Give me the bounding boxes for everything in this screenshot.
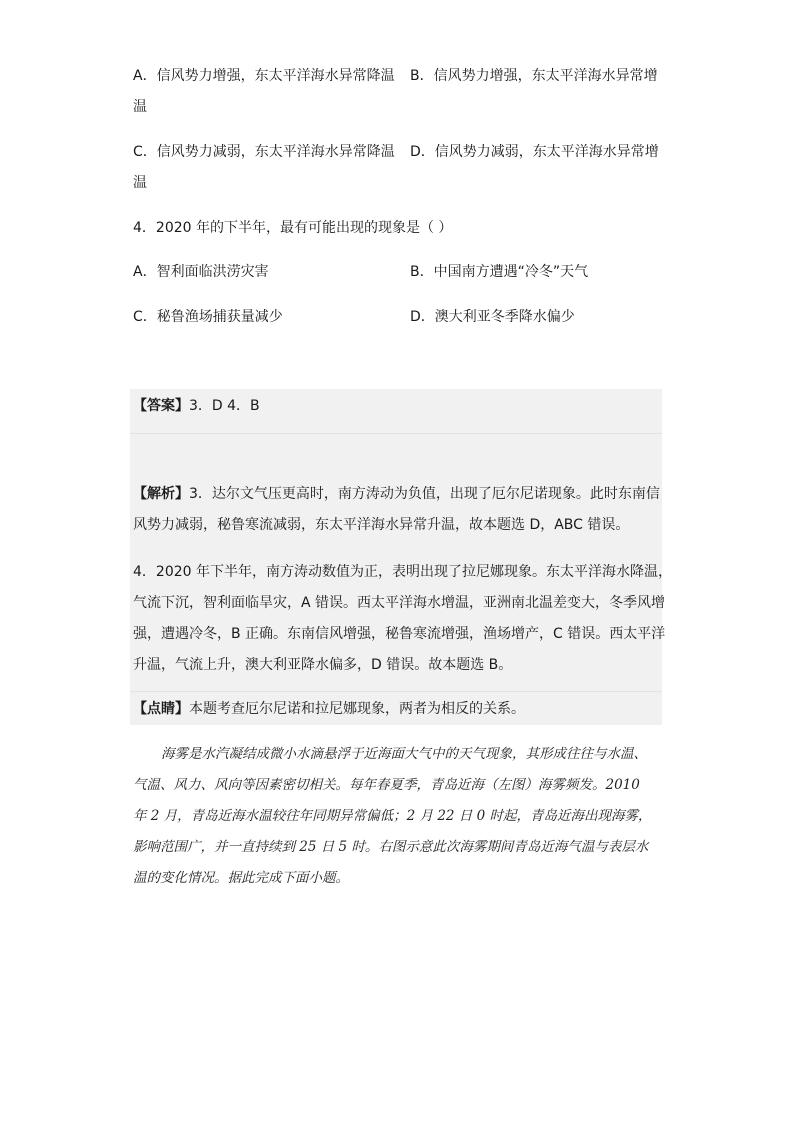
analysis-tag: 【解析】 <box>133 486 189 502</box>
analysis-line-1 <box>133 484 660 504</box>
passage-line-4: 影响范围广，并一直持续到 25 日 5 时。右图示意此次海雾期间青岛近海气温与表层水 <box>133 839 649 855</box>
q3-option-a: A．信风势力增强，东太平洋海水异常降温 <box>133 68 395 84</box>
answer-tag: 【答案】 <box>133 398 189 414</box>
analysis-line-5: 强，遭遇冷冬，B 正确。东南信风增强，秘鲁寒流增强，渔场增产，C 错误。西太平洋 <box>133 626 666 642</box>
dianjing-tag: 【点睛】 <box>133 701 189 717</box>
q3-option-c: C．信风势力减弱，东太平洋海水异常降温 <box>133 144 395 160</box>
analysis-line-4: 气流下沉，智利面临旱灾，A 错误。西太平洋海水增温，亚洲南北温差变大，冬季风增 <box>133 595 666 611</box>
q4-option-b: B．中国南方遭遇“冷冬”天气 <box>410 264 589 280</box>
q4-option-d: D．澳大利亚冬季降水偏少 <box>410 309 575 325</box>
q4-option-a: A．智利面临洪涝灾害 <box>133 264 269 280</box>
passage-line-5: 温的变化情况。据此完成下面小题。 <box>133 870 349 886</box>
divider <box>130 691 662 692</box>
answer-text: 3．D 4．B <box>189 398 260 414</box>
passage-line-2: 气温、风力、风向等因素密切相关。每年春夏季，青岛近海（左图）海雾频发。2010 <box>133 777 640 793</box>
q4-option-c: C．秘鲁渔场捕获量减少 <box>133 309 283 325</box>
passage-line-3: 年 2 月，青岛近海水温较往年同期异常偏低；2 月 22 日 0 时起，青岛近海出现海雾， <box>133 808 652 824</box>
analysis-line-3: 4．2020 年下半年，南方涛动数值为正，表明出现了拉尼娜现象。东太平洋海水降温， <box>133 564 672 580</box>
answer-line <box>133 396 260 416</box>
q4-stem: 4．2020 年的下半年，最有可能出现的现象是（ ） <box>133 220 453 236</box>
q3-option-b: B．信风势力增强，东太平洋海水异常增 <box>410 68 658 84</box>
q3-option-b-wrap: 温 <box>133 99 147 115</box>
dianjing-text: 本题考查厄尔尼诺和拉尼娜现象，两者为相反的关系。 <box>189 701 525 717</box>
analysis-line-6: 升温，气流上升，澳大利亚降水偏多，D 错误。故本题选 B。 <box>133 657 513 673</box>
q3-option-d: D．信风势力减弱，东太平洋海水异常增 <box>410 144 659 160</box>
analysis-text-1: 3．达尔文气压更高时，南方涛动为负值，出现了厄尔尼诺现象。此时东南信 <box>189 486 660 502</box>
analysis-line-2: 风势力减弱，秘鲁寒流减弱，东太平洋海水异常升温，故本题选 D，ABC 错误。 <box>133 517 630 533</box>
divider <box>130 433 662 434</box>
passage-line-1: 海雾是水汽凝结成微小水滴悬浮于近海面大气中的天气现象，其形成往往与水温、 <box>161 746 647 762</box>
dianjing-line <box>133 699 525 719</box>
q3-option-d-wrap: 温 <box>133 175 147 191</box>
